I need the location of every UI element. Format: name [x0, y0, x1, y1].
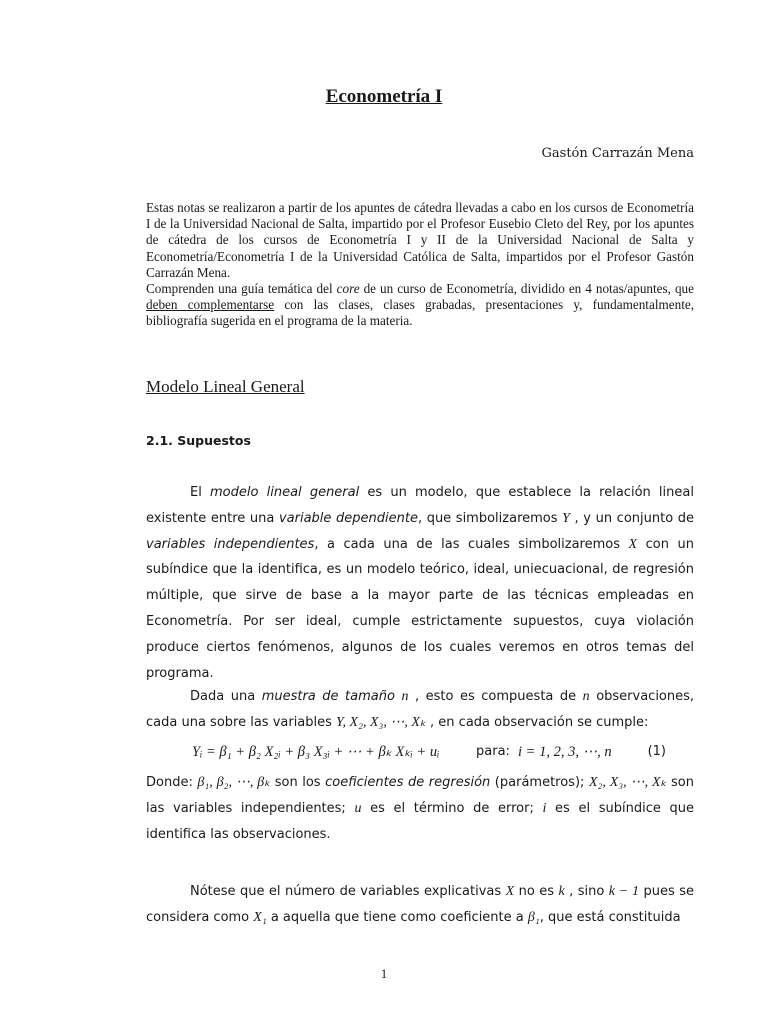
math-symbol: X	[628, 536, 638, 552]
body-text: es el término de error;	[361, 800, 543, 816]
equation-range: i = 1, 2, 3, ⋯, n	[518, 744, 612, 760]
body-text: observaciones, cada una sobre las variables	[146, 689, 695, 730]
intro-text: con las clases, clases grabadas, presentaciones y, fundamentalmente, bibliografía sugerida en el programa de la materia.	[146, 297, 695, 329]
body-text: es el subíndice que identifica las observaciones.	[146, 800, 694, 842]
section-title: Modelo Lineal General	[146, 377, 305, 396]
author-name: Gastón Carrazán Mena	[541, 146, 694, 161]
math-symbol: X	[505, 884, 515, 899]
math-expression: k − 1	[608, 884, 640, 899]
body-text: a aquella que tiene como coeficiente a	[266, 909, 528, 925]
intro-underlined: deben complementarse	[146, 297, 275, 313]
intro-text: Comprenden una guía temática del	[146, 281, 337, 297]
body-text: es un modelo, que establece la relación lineal existente entre una	[146, 485, 694, 526]
body-paragraph-1	[146, 480, 694, 686]
body-text: pues se considera como	[146, 884, 694, 925]
math-expression: β₁, β₂, ⋯, βₖ	[197, 775, 271, 790]
body-emphasis: variable dependiente	[278, 510, 418, 526]
body-text: (parámetros);	[490, 775, 589, 790]
math-symbol: k	[558, 884, 565, 899]
equation-expression: Yᵢ = β₁ + β₂ X₂ᵢ + β₃ X₃ᵢ + ⋯ + βₖ Xₖᵢ + uᵢ	[192, 744, 440, 760]
body-paragraph-4	[146, 879, 694, 931]
body-text: son los	[270, 775, 326, 790]
body-text: , que simbolizaremos	[417, 510, 563, 526]
math-symbol: X₁	[253, 909, 267, 925]
subsection-title: 2.1. Supuestos	[146, 433, 251, 448]
math-symbol: i	[542, 800, 547, 816]
body-text: Donde:	[146, 775, 198, 790]
body-text: no es	[514, 884, 559, 899]
body-emphasis: muestra de tamaño	[261, 689, 395, 704]
body-text: , a cada una de las cuales simbolizaremos	[314, 536, 629, 552]
body-emphasis: variables independientes	[146, 536, 315, 552]
math-symbol: u	[354, 800, 362, 816]
body-text: , y un conjunto de	[569, 510, 695, 526]
body-text: , en cada observación se cumple:	[425, 714, 649, 730]
equation-number: (1)	[647, 744, 666, 759]
body-emphasis: modelo lineal general	[210, 485, 360, 500]
body-emphasis: coeficientes de regresión	[325, 775, 491, 790]
intro-notes	[146, 200, 694, 330]
intro-paragraph-1: Estas notas se realizaron a partir de los apuntes de cátedra llevadas a cabo en los cursos de Econometría I de la Universidad Nacional de Salta, impartido por el Profesor Eusebio Cleto del Rey, por los apuntes de cátedra de los cursos de Econometría I y II de la Universidad Nacional de Salta y Econometría/Econometría I de la Universidad Católica de Salta, impartidos por el Profesor Gastón Carrazán Mena.	[146, 200, 694, 280]
math-symbol: n	[582, 689, 590, 704]
body-text: Nótese que el número de variables explicativas	[190, 884, 506, 899]
math-expression: Y, X₂, X₃, ⋯, Xₖ	[336, 714, 426, 730]
body-paragraph-2	[146, 684, 694, 736]
body-text: con un subíndice que la identifica, es un modelo teórico, ideal, uniecuacional, de regresión múltiple, que sirve de base a la mayor parte de las técnicas empleadas en Econometría. Por ser ideal, cumple estrictamente supuestos, cuya violación produce ciertos fenómenos, algunos de los cuales veremos en otros temas del programa.	[146, 536, 694, 681]
body-text: , sino	[564, 884, 609, 899]
body-text: Dada una	[190, 689, 262, 704]
equation-1	[146, 744, 694, 766]
body-text: , esto es compuesta de	[408, 689, 583, 704]
math-expression: X₂, X₃, ⋯, Xₖ	[588, 775, 667, 790]
intro-emphasis: core	[336, 281, 360, 297]
page-number: 1	[380, 966, 388, 981]
body-text: , que está constituida	[539, 909, 681, 925]
math-symbol: n	[401, 689, 409, 704]
body-text: El	[190, 485, 210, 500]
intro-text: de un curso de Econometría, dividido en 4 notas/apuntes, que	[359, 281, 694, 297]
document-title: Econometría I	[325, 86, 443, 107]
body-paragraph-3	[146, 770, 694, 847]
equation-condition-label: para:	[476, 744, 510, 759]
math-symbol: Y	[562, 510, 570, 526]
math-symbol: β₁	[527, 909, 540, 925]
body-text: son las variables independientes;	[146, 775, 694, 816]
intro-paragraph-2	[146, 281, 694, 330]
